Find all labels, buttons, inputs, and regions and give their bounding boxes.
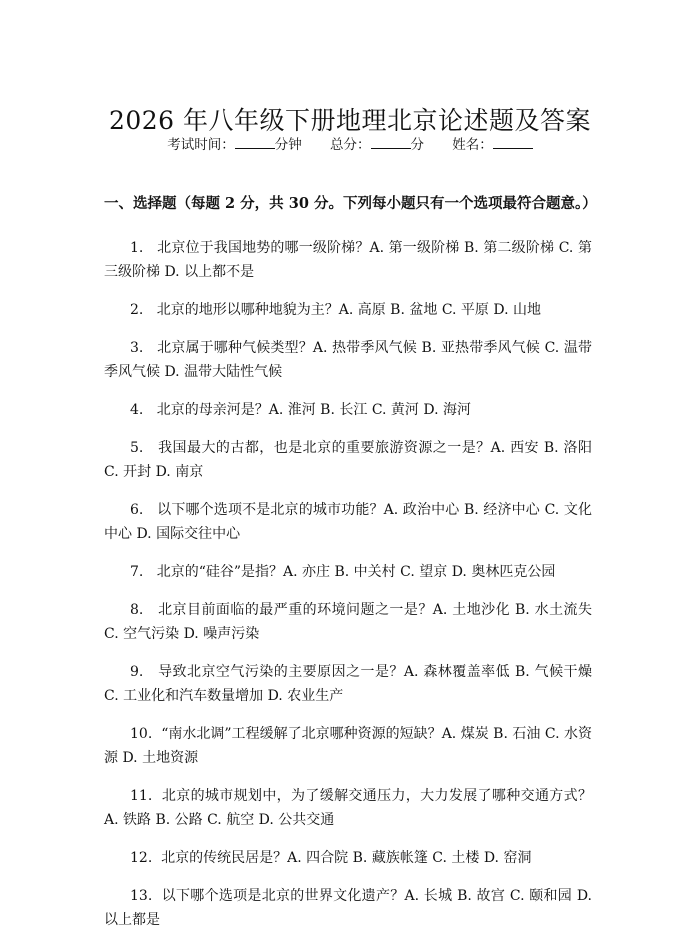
exam-time-field (167, 137, 306, 153)
question-number: 10. (130, 726, 153, 742)
question-item (104, 846, 592, 870)
question-number: 4. (130, 402, 144, 418)
document-title: 2026 年八年级下册地理北京论述题及答案 (108, 105, 592, 135)
exam-time-label: 考试时间： (167, 137, 235, 153)
question-text: “南水北调”工程缓解了北京哪种资源的短缺？A. 煤炭 B. 石油 C. 水资源 D. 土地资源 (104, 726, 592, 766)
question-text: 北京位于我国地势的哪一级阶梯？A. 第一级阶梯 B. 第二级阶梯 C. 第三级阶梯 D. 以上都不是 (104, 240, 592, 280)
question-number: 6. (130, 502, 144, 518)
question-number: 8. (130, 602, 144, 618)
question-item (104, 298, 592, 322)
total-score-field (330, 137, 428, 153)
exam-time-blank (235, 136, 275, 149)
question-item (104, 884, 592, 932)
name-field (452, 137, 533, 153)
total-score-label: 总分： (330, 137, 371, 153)
question-text: 北京的母亲河是？A. 淮河 B. 长江 C. 黄河 D. 海河 (156, 402, 472, 418)
question-number: 12. (130, 850, 153, 866)
exam-meta (0, 133, 700, 153)
total-score-unit: 分 (410, 137, 424, 153)
question-text: 北京的地形以哪种地貌为主？A. 高原 B. 盆地 C. 平原 D. 山地 (156, 302, 542, 318)
question-item (104, 598, 592, 646)
question-item (104, 236, 592, 284)
question-text: 北京属于哪种气候类型？A. 热带季风气候 B. 亚热带季风气候 C. 温带季风气候 D. 温带大陆性气候 (104, 340, 592, 380)
question-item (104, 660, 592, 708)
total-score-blank (371, 136, 411, 149)
question-text: 以下哪个选项是北京的世界文化遗产？A. 长城 B. 故宫 C. 颐和园 D. 以上都是 (104, 888, 592, 928)
question-number: 11. (130, 788, 153, 804)
question-item (104, 398, 592, 422)
question-number: 13. (130, 888, 153, 904)
question-number: 9. (130, 664, 144, 680)
exam-time-unit: 分钟 (274, 137, 302, 153)
question-text: 北京的城市规划中，为了缓解交通压力，大力发展了哪种交通方式？A. 铁路 B. 公路 C. 航空 D. 公共交通 (104, 788, 593, 828)
question-item (104, 560, 592, 584)
question-text: 北京的“硅谷”是指？A. 亦庄 B. 中关村 C. 望京 D. 奥林匹克公园 (156, 564, 556, 580)
question-item (104, 436, 592, 484)
question-text: 北京的传统民居是？A. 四合院 B. 藏族帐篷 C. 土楼 D. 窑洞 (161, 850, 532, 866)
question-text: 导致北京空气污染的主要原因之一是？A. 森林覆盖率低 B. 气候干燥 C. 工业化和汽车数量增加 D. 农业生产 (104, 664, 592, 704)
question-number: 7. (130, 564, 144, 580)
question-item (104, 498, 592, 546)
question-text: 北京目前面临的最严重的环境问题之一是？A. 土地沙化 B. 水土流失 C. 空气污染 D. 噪声污染 (104, 602, 592, 642)
section-title: 一、选择题（每题 2 分，共 30 分。下列每小题只有一个选项最符合题意。） (104, 195, 597, 212)
question-item (104, 784, 592, 832)
question-item (104, 722, 592, 770)
question-text: 我国最大的古都，也是北京的重要旅游资源之一是？A. 西安 B. 洛阳 C. 开封 D. 南京 (104, 440, 592, 480)
question-item (104, 336, 592, 384)
question-list (104, 222, 592, 941)
question-number: 1. (130, 240, 144, 256)
question-number: 5. (130, 440, 144, 456)
name-blank (493, 136, 533, 149)
question-number: 3. (130, 340, 144, 356)
question-number: 2. (130, 302, 144, 318)
name-label: 姓名： (452, 137, 493, 153)
question-text: 以下哪个选项不是北京的城市功能？A. 政治中心 B. 经济中心 C. 文化中心 D. 国际交往中心 (104, 502, 592, 542)
